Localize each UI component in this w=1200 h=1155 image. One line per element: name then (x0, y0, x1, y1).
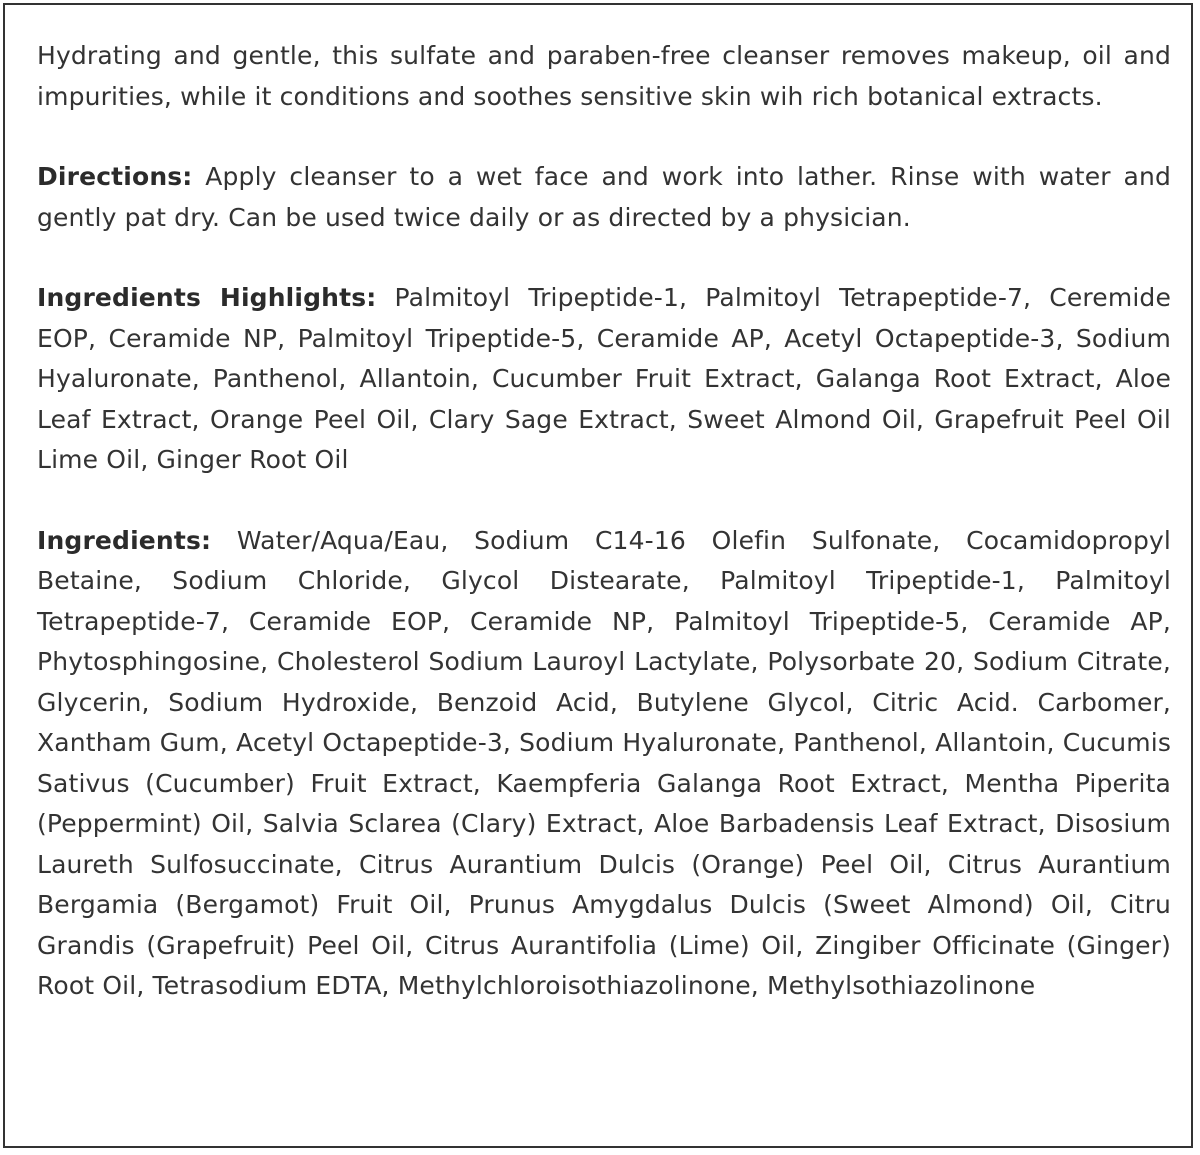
product-info-content (37, 36, 1171, 1047)
ingredients-section (37, 521, 1171, 1007)
directions-section (37, 157, 1171, 238)
directions-label: Directions: (37, 162, 193, 191)
product-description (37, 36, 1171, 117)
ingredients-text: Water/Aqua/Eau, Sodium C14-16 Olefin Sulfonate, Cocamidopropyl Betaine, Sodium Chloride, Glycol Distearate, Palmitoyl Tripeptide-1, Palmitoyl Tetrapeptide-7, Ceramide EOP, Ceramide NP, Palmitoyl Tripeptide-5, Ceramide AP, Phytosphingosine, Cholesterol Sodium Lauroyl Lactylate, Polysorbate 20, Sodium Citrate, Glycerin, Sodium Hydroxide, Benzoid Acid, Butylene Glycol, Citric Acid. Carbomer, Xantham Gum, Acetyl Octapeptide-3, Sodium Hyaluronate, Panthenol, Allantoin, Cucumis Sativus (Cucumber) Fruit Extract, Kaempferia Galanga Root Extract, Mentha Piperita (Peppermint) Oil, Salvia Sclarea (Clary) Extract, Aloe Barbadensis Leaf Extract, Disosium Laureth Sulfosuccinate, Citrus Aurantium Dulcis (Orange) Peel Oil, Citrus Aurantium Bergamia (Bergamot) Fruit Oil, Prunus Amygdalus Dulcis (Sweet Almond) Oil, Citru Grandis (Grapefruit) Peel Oil, Citrus Aurantifolia (Lime) Oil, Zingiber Officinate (Ginger) Root Oil, Tetrasodium EDTA, Methylchloroisothiazolinone, Methylsothiazolinone (37, 525, 1171, 1000)
ingredients-highlights-text: Palmitoyl Tripeptide-1, Palmitoyl Tetrapeptide-7, Ceremide EOP, Ceramide NP, Palmitoyl Tripeptide-5, Ceramide AP, Acetyl Octapeptide-3, Sodium Hyaluronate, Panthenol, Allantoin, Cucumber Fruit Extract, Galanga Root Extract, Aloe Leaf Extract, Orange Peel Oil, Clary Sage Extract, Sweet Almond Oil, Grapefruit Peel Oil Lime Oil, Ginger Root Oil (37, 283, 1171, 474)
description-text: Hydrating and gentle, this sulfate and paraben-free cleanser removes makeup, oil and impurities, while it conditions and soothes sensitive skin wih rich botanical extracts. (37, 41, 1171, 111)
ingredients-highlights-label: Ingredients Highlights: (37, 283, 377, 312)
ingredients-highlights-section (37, 278, 1171, 481)
product-info-panel (3, 3, 1193, 1148)
ingredients-label: Ingredients: (37, 525, 212, 555)
directions-text: Apply cleanser to a wet face and work into lather. Rinse with water and gently pat dry. Can be used twice daily or as directed by a physician. (37, 162, 1171, 232)
